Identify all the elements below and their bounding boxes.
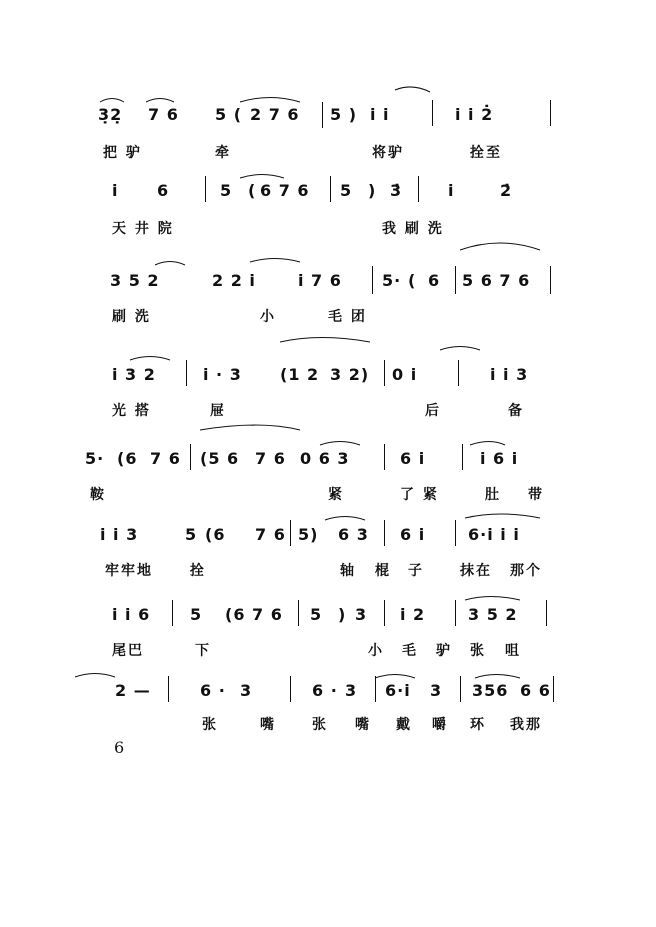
note-group: 2 2 i (212, 271, 256, 290)
bar-line (455, 600, 456, 626)
bar-line (550, 266, 551, 294)
note-group: (5 6 (200, 449, 240, 468)
score-line-5 (0, 444, 656, 524)
bar-line (172, 600, 173, 626)
bar-line (186, 360, 187, 386)
lyric: 毛 团 (328, 309, 367, 325)
note-group: (6 (205, 525, 226, 544)
lyric: 拴 (190, 563, 206, 579)
score-line-4 (0, 360, 656, 440)
lyric: 棍 (375, 563, 391, 579)
bar-line (384, 600, 385, 626)
note-group: 5 ( (215, 105, 243, 124)
note-group: 6 (157, 181, 170, 200)
lyric: 带 (528, 487, 544, 503)
lyric: 张 (470, 643, 486, 659)
note-group: i 6 i (480, 449, 519, 468)
note-group: 3 (345, 681, 358, 700)
note-group: 5 ) (330, 105, 358, 124)
lyric: 抹在 (460, 563, 492, 579)
bar-line (298, 600, 299, 626)
note-group: 3 2) (330, 365, 370, 384)
note-group: ) (338, 605, 347, 624)
note-group: 6 i (400, 449, 426, 468)
lyric: 张 (312, 717, 328, 733)
note-group: i 3 2 (112, 365, 156, 384)
bar-line (553, 676, 554, 702)
note-group: 7 6 (255, 449, 286, 468)
note-group: 0 6 3 (300, 449, 350, 468)
note-group: 5 (185, 525, 198, 544)
note-group: 5 (190, 605, 203, 624)
bar-line (168, 676, 169, 702)
bar-line (330, 176, 331, 202)
note-group: 6 · (200, 681, 226, 700)
lyric: 嘴 (260, 717, 276, 733)
note-group: 3 (240, 681, 253, 700)
note-group: 3 (355, 605, 368, 624)
lyric: 牢牢地 (105, 563, 153, 579)
lyric: 将驴 (372, 145, 404, 161)
lyric: 紧 (328, 487, 344, 503)
lyric: 下 (195, 643, 211, 659)
note-group: 7 6 (148, 105, 179, 124)
note-group: 5· (85, 449, 105, 468)
note-group: i (112, 181, 119, 200)
lyric: 尾巴 (112, 643, 144, 659)
lyric: 驴 (436, 643, 452, 659)
note-group: (6 7 6 (225, 605, 283, 624)
note-group: i 2 (400, 605, 426, 624)
note-group: 6·i (385, 681, 411, 700)
note-group: 5 (220, 181, 233, 200)
lyric: 我 刷 洗 (382, 221, 444, 237)
note-group: ) (368, 181, 377, 200)
note-group: i i (370, 105, 390, 124)
note-group: 6 6 (520, 681, 551, 700)
note-group: 6 (428, 271, 441, 290)
note-group: 3̇ (390, 181, 403, 200)
bar-line (418, 176, 419, 202)
note-group: 5) (298, 525, 319, 544)
note-group: 5 6 7 6 (462, 271, 531, 290)
note-group: (1 2 (280, 365, 320, 384)
lyric: 小 (260, 309, 276, 325)
lyric: 了 紧 (400, 487, 439, 503)
note-group: 2 7 6 (250, 105, 300, 124)
note-group: 3̣2̣ (98, 105, 123, 124)
note-group: 2̇ (500, 181, 513, 200)
lyric: 那个 (510, 563, 542, 579)
note-group: i i 3 (100, 525, 139, 544)
lyric: 屉 (210, 403, 226, 419)
bar-line (384, 444, 385, 470)
note-group: 3 (430, 681, 443, 700)
note-group: 6·i i i (468, 525, 520, 544)
note-group: 6 · (312, 681, 338, 700)
note-group: i i 3 (490, 365, 529, 384)
lyric: 肚 (485, 487, 501, 503)
bar-line (372, 266, 373, 294)
note-group: 5 (310, 605, 323, 624)
lyric: 嚼 (432, 717, 448, 733)
note-group: 3 5 2 (110, 271, 160, 290)
bar-line (432, 100, 433, 126)
score-line-7 (0, 602, 656, 682)
bar-line (322, 102, 323, 128)
page-number: 6 (114, 738, 125, 757)
note-group: 3 5 2 (468, 605, 518, 624)
bar-line (290, 676, 291, 702)
lyric: 咀 (505, 643, 521, 659)
bar-line (460, 676, 461, 702)
lyric: 拴至 (470, 145, 502, 161)
note-group: 0 i (392, 365, 418, 384)
lyric: 毛 (402, 643, 418, 659)
lyric: 戴 (396, 717, 412, 733)
lyric: 张 (202, 717, 218, 733)
note-group: ( (408, 271, 417, 290)
note-group: 6 7 6 (260, 181, 310, 200)
score-line-2 (0, 178, 656, 258)
lyric: 光 搭 (112, 403, 151, 419)
note-group: i 7 6 (298, 271, 342, 290)
bar-line (550, 100, 551, 126)
lyric: 嘴 (355, 717, 371, 733)
bar-line (458, 360, 459, 386)
note-group: i i 2̇ (455, 105, 494, 124)
bar-line (375, 676, 376, 702)
lyric: 后 (425, 403, 441, 419)
score-line-8 (0, 678, 656, 758)
lyric: 备 (508, 403, 524, 419)
score-line-1 (0, 100, 656, 180)
lyric: 小 (368, 643, 384, 659)
lyric: 牵 (215, 145, 231, 161)
lyric: 刷 洗 (112, 309, 151, 325)
note-group: i (448, 181, 455, 200)
bar-line (384, 520, 385, 546)
bar-line (455, 266, 456, 294)
lyric: 环 (470, 717, 486, 733)
score-line-6 (0, 520, 656, 600)
note-group: i i 6 (112, 605, 151, 624)
bar-line (190, 444, 191, 470)
bar-line (205, 176, 206, 202)
lyric: 轴 (340, 563, 356, 579)
note-group: 6 3 (338, 525, 369, 544)
bar-line (462, 444, 463, 470)
note-group: 5 (340, 181, 353, 200)
lyric: 子 (408, 563, 424, 579)
note-group: 356 (472, 681, 509, 700)
note-group: 6 i (400, 525, 426, 544)
lyric: 鞍 (90, 487, 106, 503)
bar-line (290, 520, 291, 546)
note-group: i · 3 (203, 365, 242, 384)
note-group: 2 — (115, 681, 151, 700)
note-group: 5· (382, 271, 402, 290)
lyric: 把 驴 (103, 145, 142, 161)
bar-line (455, 520, 456, 546)
score-line-3 (0, 266, 656, 346)
lyric: 我那 (510, 717, 542, 733)
note-group: (6 (117, 449, 138, 468)
note-group: ( (248, 181, 257, 200)
note-group: 7 6 (150, 449, 181, 468)
bar-line (546, 600, 547, 626)
note-group: 7 6 (255, 525, 286, 544)
bar-line (384, 360, 385, 386)
lyric: 天 井 院 (112, 221, 174, 237)
